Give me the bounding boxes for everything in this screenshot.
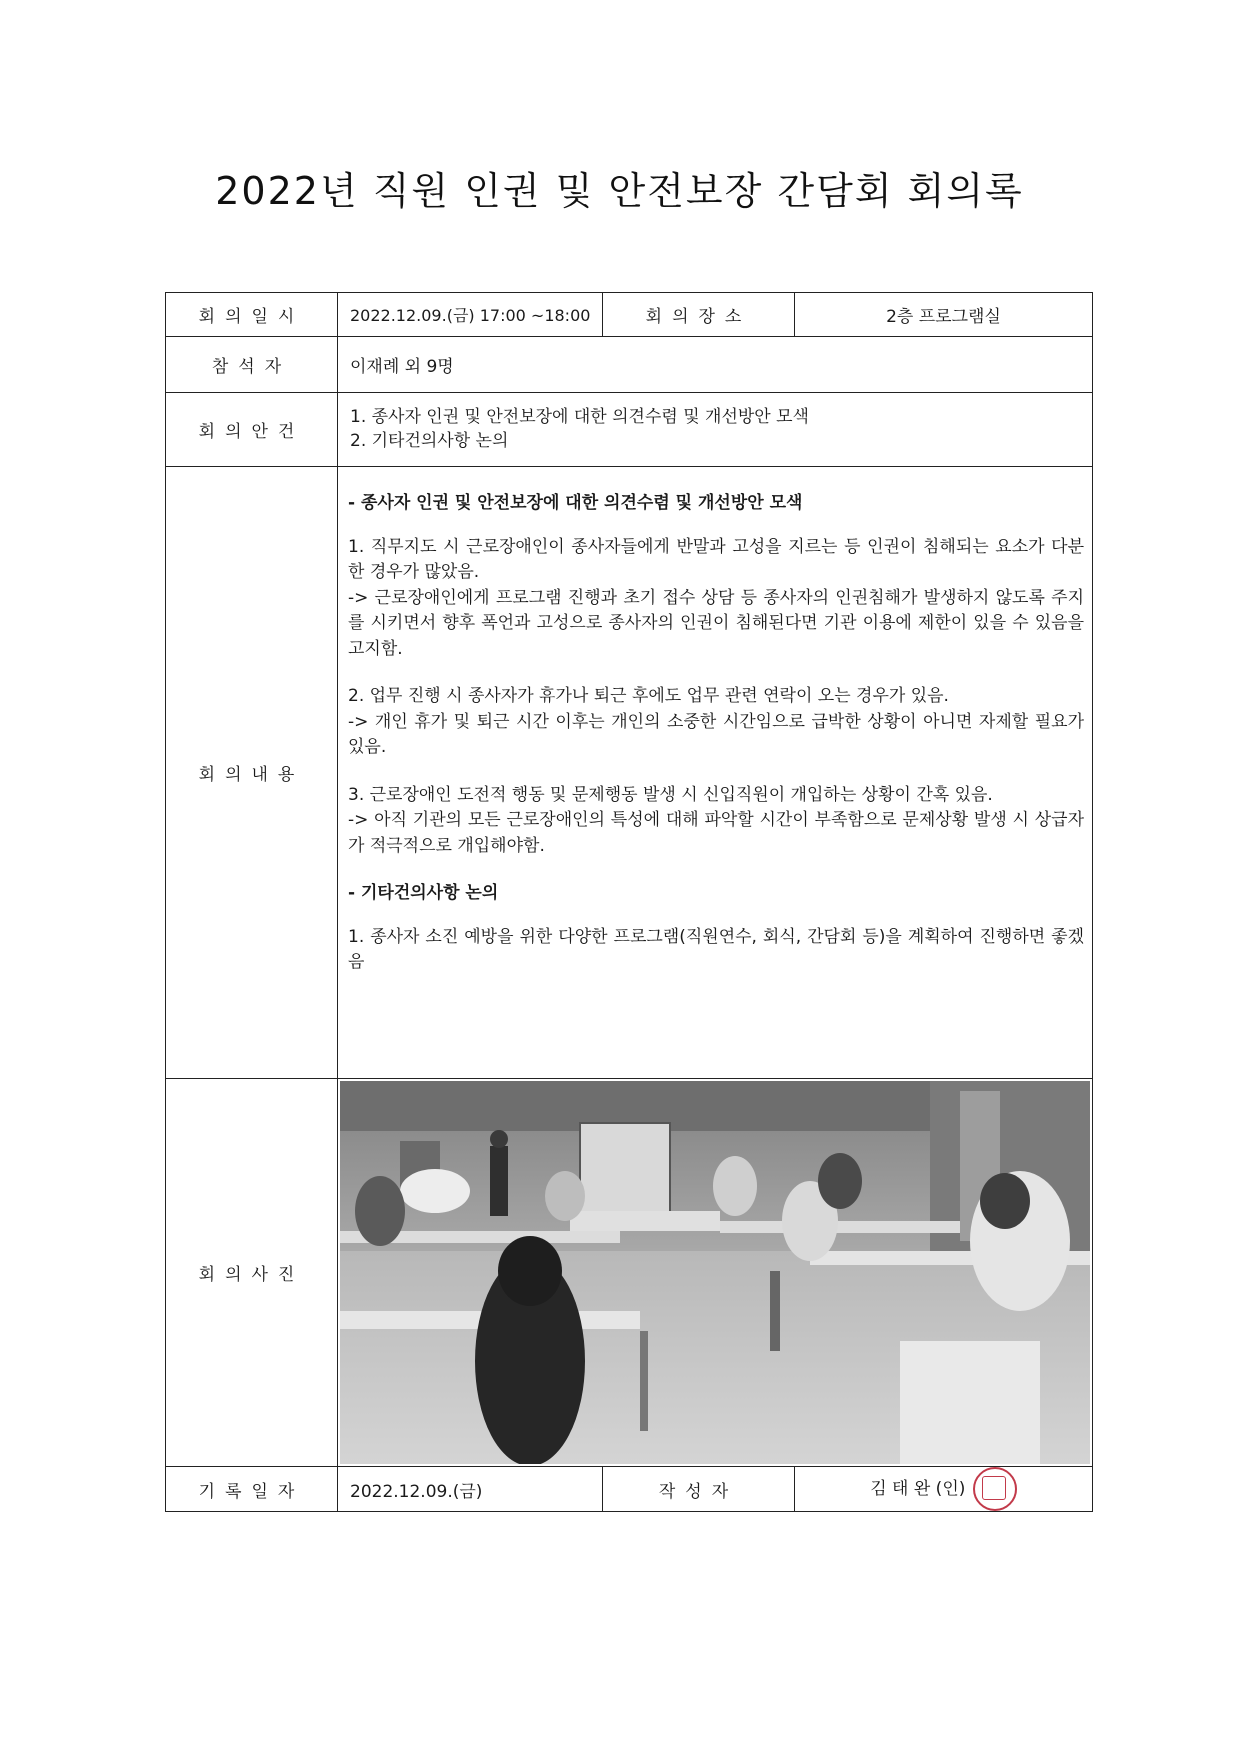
item2-reply: -> 개인 휴가 및 퇴근 시간 이후는 개인의 소중한 시간임으로 급박한 상황이 아니면 자제할 필요가 있음. — [348, 711, 1084, 757]
author-label: 작성자 — [603, 1467, 795, 1512]
author-value: 김 태 완 (인) — [870, 1479, 966, 1499]
meeting-place-label: 회의장소 — [603, 293, 795, 337]
author-cell — [795, 1467, 1093, 1512]
item1-text: 1. 직무지도 시 근로장애인이 종사자들에게 반말과 고성을 지르는 등 인권이 침해되는 요소가 다분한 경우가 많았음. — [348, 536, 1084, 582]
content-label: 회의내용 — [166, 467, 338, 1079]
attendees-label: 참석자 — [166, 337, 338, 393]
section1-heading: - 종사자 인권 및 안전보장에 대한 의견수렴 및 개선방안 모색 — [348, 493, 803, 513]
meeting-date-value: 2022.12.09.(금) 17:00 ~18:00 — [338, 293, 603, 337]
record-date-label: 기록일자 — [166, 1467, 338, 1512]
agenda-item: 1. 종사자 인권 및 안전보장에 대한 의견수렴 및 개선방안 모색 — [350, 406, 809, 427]
item3-reply: -> 아직 기관의 모든 근로장애인의 특성에 대해 파악할 시간이 부족함으로 문제상황 발생 시 상급자가 적극적으로 개입해야함. — [348, 810, 1084, 856]
item1-reply: -> 근로장애인에게 프로그램 진행과 초기 접수 상담 등 종사자의 인권침해가 발생하지 않도록 주지를 시키면서 향후 폭언과 고성으로 종사자의 인권이 침해된다면 기관 이용에 제한이 있을 수 있음을 고지함. — [348, 587, 1084, 659]
content-item-2 — [348, 684, 1084, 761]
record-date-value: 2022.12.09.(금) — [338, 1467, 603, 1512]
meeting-minutes-table — [165, 292, 1093, 1512]
page-title: 2022년 직원 인권 및 안전보장 간담회 회의록 — [215, 169, 1024, 213]
agenda-list — [338, 393, 1093, 467]
meeting-photo-cell — [338, 1079, 1093, 1467]
agenda-label: 회의안건 — [166, 393, 338, 467]
item2-text: 2. 업무 진행 시 종사자가 휴가나 퇴근 후에도 업무 관련 연락이 오는 경우가 있음. — [348, 686, 949, 706]
section2-heading: - 기타건의사항 논의 — [348, 883, 499, 903]
official-seal-icon — [973, 1467, 1017, 1511]
photo-label: 회의사진 — [166, 1079, 338, 1467]
attendees-value: 이재례 외 9명 — [338, 337, 1093, 393]
meeting-content — [338, 467, 1093, 1079]
agenda-item: 2. 기타건의사항 논의 — [350, 430, 509, 451]
meeting-photo — [340, 1081, 1090, 1464]
meeting-date-label: 회의일시 — [166, 293, 338, 337]
item4-text: 1. 종사자 소진 예방을 위한 다양한 프로그램(직원연수, 회식, 간담회 등)을 계획하여 진행하면 좋겠음 — [348, 926, 1084, 972]
item3-text: 3. 근로장애인 도전적 행동 및 문제행동 발생 시 신입직원이 개입하는 상황이 간혹 있음. — [348, 784, 993, 805]
meeting-place-value: 2층 프로그램실 — [795, 293, 1093, 337]
content-item-1 — [348, 535, 1084, 663]
content-item-3 — [348, 783, 1084, 860]
